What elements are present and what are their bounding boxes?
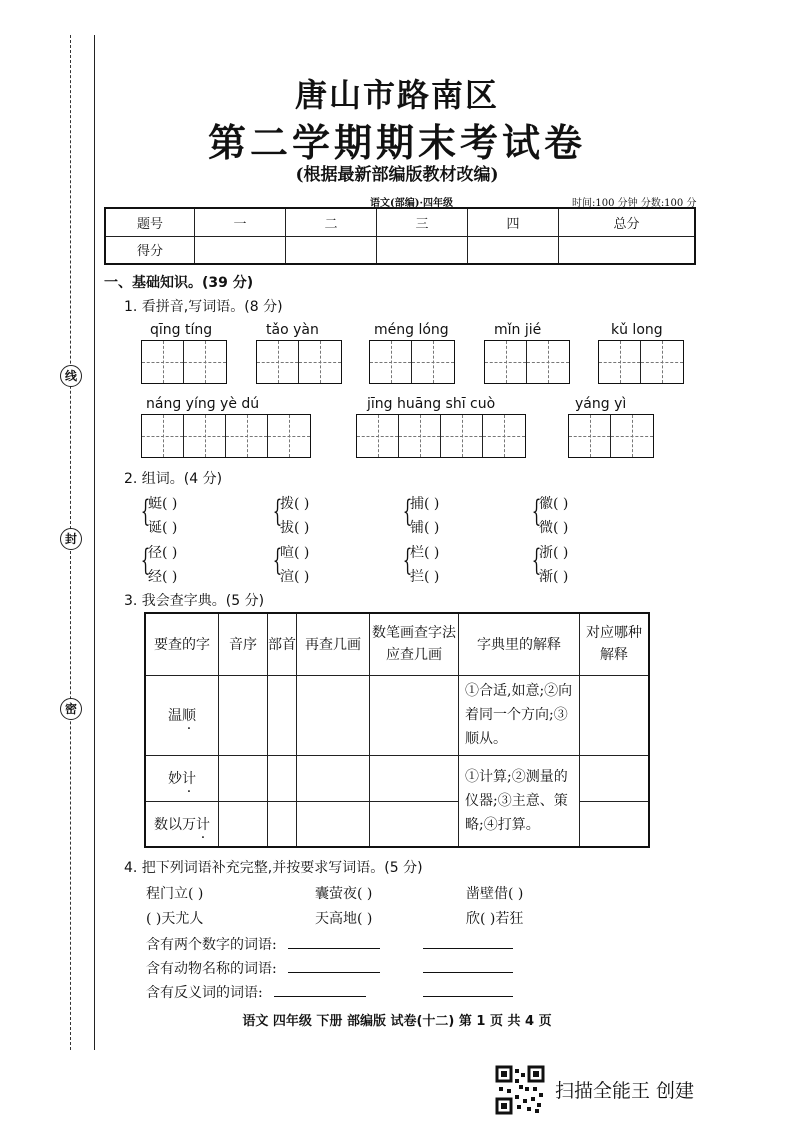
word-group-item: 诞( ): [148, 520, 178, 536]
dict-header: 部首: [268, 613, 297, 675]
score-cell[interactable]: [195, 236, 286, 264]
dictionary-table: [144, 612, 650, 848]
margin-line: [94, 35, 95, 1050]
seal-mark-2: 封: [60, 528, 82, 550]
dict-answer-cell[interactable]: [268, 801, 297, 847]
brace: {: [402, 494, 413, 529]
dict-answer-cell[interactable]: [268, 675, 297, 755]
score-header: 一: [195, 208, 286, 236]
title-line1: 唐山市路南区: [294, 76, 499, 114]
dict-word: 数以万计: [145, 801, 219, 847]
pinyin: yáng yì: [575, 396, 627, 412]
pinyin: kǔ long: [611, 322, 663, 338]
writing-grid[interactable]: [598, 340, 684, 384]
word-group-item: 拔( ): [280, 520, 310, 536]
pinyin: qīng tíng: [150, 322, 213, 338]
idiom-blank: 程门立( ): [146, 886, 204, 902]
word-group-item: 喧( ): [280, 545, 310, 561]
brace: {: [140, 543, 151, 578]
dict-answer-cell[interactable]: [580, 675, 650, 755]
idiom-blank: 囊萤夜( ): [315, 886, 373, 902]
dict-answer-cell[interactable]: [297, 755, 370, 801]
answer-line[interactable]: [288, 972, 380, 973]
score-header: 四: [468, 208, 559, 236]
dict-header: 数笔画查字法应查几画: [370, 613, 459, 675]
dict-answer-cell[interactable]: [370, 755, 459, 801]
dict-word: 妙计: [145, 755, 219, 801]
score-cell[interactable]: [377, 236, 468, 264]
dict-header: 再查几画: [297, 613, 370, 675]
word-group-item: 渲( ): [280, 569, 310, 585]
answer-line-label: 含有动物名称的词语:: [146, 961, 277, 977]
word-group-item: 捕( ): [410, 496, 440, 512]
dict-answer-cell[interactable]: [219, 755, 268, 801]
time-score-label: 时间:100 分钟 分数:100 分: [572, 198, 697, 209]
title-line3: (根据最新部编版教材改编): [295, 165, 499, 185]
seal-mark-3: 密: [60, 698, 82, 720]
dict-explanation: ①合适,如意;②向着同一个方向;③顺从。: [459, 675, 580, 755]
pinyin: mǐn jié: [494, 322, 542, 338]
word-group-item: 渐( ): [539, 569, 569, 585]
idiom-blank: 凿壁借( ): [466, 886, 524, 902]
dict-answer-cell[interactable]: [580, 801, 650, 847]
q1-label: 1. 看拼音,写词语。(8 分): [124, 299, 283, 315]
writing-grid[interactable]: [369, 340, 455, 384]
pinyin: jīng huāng shī cuò: [367, 396, 496, 412]
dict-explanation: ①计算;②测量的仪器;③主意、策略;④打算。: [459, 755, 580, 847]
subject-label: 语文(部编)·四年级: [370, 198, 453, 209]
writing-grid[interactable]: [484, 340, 570, 384]
idiom-blank: ( )天尤人: [146, 911, 204, 927]
page-footer: 语文 四年级 下册 部编版 试卷(十二) 第 1 页 共 4 页: [242, 1014, 552, 1029]
word-group-item: 栏( ): [410, 545, 440, 561]
answer-line[interactable]: [423, 948, 513, 949]
scanner-watermark: 扫描全能王 创建: [555, 1080, 695, 1102]
answer-line[interactable]: [423, 996, 513, 997]
idiom-blank: 天高地( ): [315, 911, 373, 927]
answer-line[interactable]: [288, 948, 380, 949]
writing-grid[interactable]: [141, 340, 227, 384]
qr-code-icon: [495, 1065, 545, 1115]
word-group-item: 蜓( ): [148, 496, 178, 512]
score-cell[interactable]: [468, 236, 559, 264]
word-group-item: 拦( ): [410, 569, 440, 585]
word-group-item: 徽( ): [539, 496, 569, 512]
brace: {: [531, 543, 542, 578]
dict-answer-cell[interactable]: [580, 755, 650, 801]
answer-line[interactable]: [423, 972, 513, 973]
word-group-item: 铺( ): [410, 520, 440, 536]
seal-mark-1: 线: [60, 365, 82, 387]
score-cell[interactable]: [286, 236, 377, 264]
q4-label: 4. 把下列词语补充完整,并按要求写词语。(5 分): [124, 860, 423, 876]
pinyin: méng lóng: [374, 322, 449, 338]
q2-label: 2. 组词。(4 分): [124, 471, 223, 487]
brace: {: [531, 494, 542, 529]
brace: {: [140, 494, 151, 529]
score-cell[interactable]: [559, 236, 696, 264]
word-group-item: 拨( ): [280, 496, 310, 512]
score-row-label: 得分: [105, 236, 195, 264]
dict-answer-cell[interactable]: [370, 801, 459, 847]
dict-answer-cell[interactable]: [268, 755, 297, 801]
dict-word: 温顺: [145, 675, 219, 755]
writing-grid[interactable]: [256, 340, 342, 384]
writing-grid[interactable]: [568, 414, 654, 458]
word-group-item: 微( ): [539, 520, 569, 536]
pinyin: nánɡ yínɡ yè dú: [146, 396, 260, 412]
dict-header: 字典里的解释: [459, 613, 580, 675]
dict-header: 对应哪种解释: [580, 613, 650, 675]
score-header: 二: [286, 208, 377, 236]
answer-line-label: 含有反义词的词语:: [146, 985, 263, 1001]
answer-line-label: 含有两个数字的词语:: [146, 937, 277, 953]
word-group-item: 径( ): [148, 545, 178, 561]
dict-answer-cell[interactable]: [219, 675, 268, 755]
title-line2: 第二学期期末考试卷: [207, 120, 586, 165]
answer-line[interactable]: [274, 996, 366, 997]
dict-answer-cell[interactable]: [297, 801, 370, 847]
word-group-item: 经( ): [148, 569, 178, 585]
dict-answer-cell[interactable]: [370, 675, 459, 755]
score-header: 三: [377, 208, 468, 236]
score-table: [104, 207, 696, 265]
dict-header: 音序: [219, 613, 268, 675]
brace: {: [272, 494, 283, 529]
dict-answer-cell[interactable]: [219, 801, 268, 847]
writing-grid[interactable]: [356, 414, 526, 458]
writing-grid[interactable]: [141, 414, 311, 458]
section1-heading: 一、基础知识。(39 分): [104, 275, 254, 291]
score-header: 总分: [559, 208, 696, 236]
q3-label: 3. 我会查字典。(5 分): [124, 593, 265, 609]
dict-answer-cell[interactable]: [297, 675, 370, 755]
dict-header: 要查的字: [145, 613, 219, 675]
brace: {: [272, 543, 283, 578]
idiom-blank: 欣( )若狂: [466, 911, 524, 927]
brace: {: [402, 543, 413, 578]
pinyin: tǎo yàn: [266, 322, 319, 338]
score-header: 题号: [105, 208, 195, 236]
word-group-item: 浙( ): [539, 545, 569, 561]
